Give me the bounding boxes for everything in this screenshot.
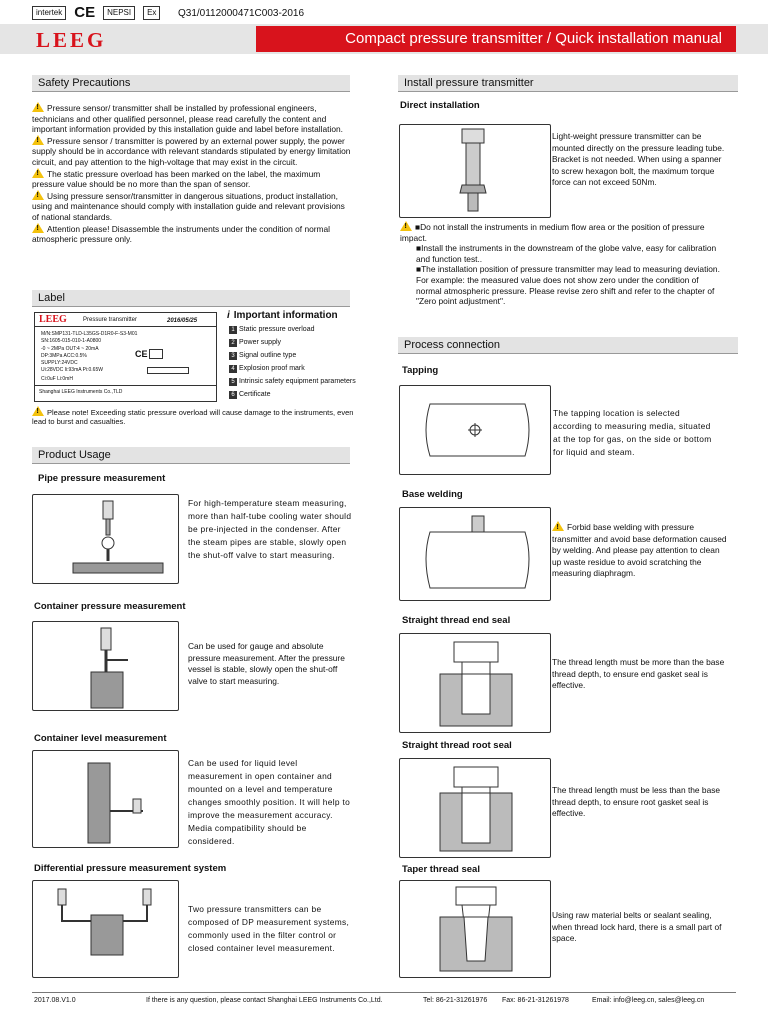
section-header-process: Process connection — [398, 337, 738, 354]
ex-mark: Ex — [143, 6, 160, 20]
warning-icon — [552, 521, 564, 531]
usage-description: Two pressure transmitters can be composed of DP measurement systems, commonly used in the filter control or closed container level measurement. — [188, 904, 350, 953]
differential-pressure-figure — [32, 880, 179, 978]
label-row: Ui:28VDC Ii:93mA Pi:0.65W — [41, 367, 103, 373]
footer-contact: If there is any question, please contact Shanghai LEEG Instruments Co.,Ltd. — [146, 997, 383, 1004]
label-row: -0 ~ 2MPa OUT:4 ~ 20mA — [41, 346, 99, 352]
footer-tel: Tel: 86-21-31261976 — [423, 997, 488, 1004]
intertek-mark: intertek — [32, 6, 66, 20]
install-note: ■Install the instruments in the downstream of the globe valve, easy for calibration and function test.. — [416, 243, 717, 264]
process-title: Straight thread root seal — [402, 740, 512, 751]
product-label-card — [34, 312, 217, 402]
warning-icon — [32, 168, 44, 178]
label-brand: LEEG — [39, 314, 67, 325]
info-item: 2 Power supply — [229, 339, 281, 347]
safety-item: !The static pressure overload has been marked on the label, the maximum pressure value should be no more than the span of sensor. — [32, 168, 352, 190]
label-row: Ci:0uF Li:0mH — [41, 376, 73, 382]
warning-icon — [32, 406, 44, 416]
important-info-title: i Important information — [227, 310, 338, 321]
info-item: 6 Certificate — [229, 391, 271, 399]
info-item: 4 Explosion proof mark — [229, 365, 305, 373]
footer-email[interactable]: Email: info@leeg.cn, sales@leeg.cn — [592, 997, 705, 1004]
label-sn: SN:1605-015-010-1-A0800 — [41, 338, 102, 344]
process-description: The thread length must be less than the base thread depth, to ensure root gasket seal is effective. — [552, 785, 721, 818]
direct-installation-figure — [399, 124, 551, 218]
install-notes — [400, 221, 720, 307]
page-title: Compact pressure transmitter / Quick installation manual — [256, 26, 736, 52]
safety-item: !Pressure sensor/ transmitter shall be installed by professional engineers, technicians and other qualified personnel, please read carefully the content and important information provided by this installation guide and label before installation. — [32, 102, 352, 135]
label-ce-mark: CE — [135, 349, 148, 359]
pipe-measurement-figure — [32, 494, 179, 584]
footer-version: 2017.08.V1.0 — [34, 997, 76, 1004]
info-icon: i — [227, 310, 230, 321]
usage-description: Can be used for liquid level measurement in open container and mounted on a level and temperature changes smoothly position. It will help to improve the measurement accuracy. Media compatibility should be considered. — [188, 758, 351, 846]
safety-item: !Pressure sensor / transmitter is powered by an external power supply, the power supply should be in accordance with relevant standards stipulated by energy limitation circuit, and pay attention to the high-voltage that may exist in the circuit. — [32, 135, 352, 168]
usage-description: Can be used for gauge and absolute pressure measurement. After the pressure vessel is stable, slowly open the shut-off valve to start measuring. — [188, 641, 345, 686]
section-header-label: Label — [32, 290, 350, 307]
direct-installation-title: Direct installation — [400, 100, 480, 111]
overload-note: !Please note! Exceeding static pressure overload will cause damage to the instruments, even lead to burst and casualties. — [32, 406, 354, 426]
end-seal-figure — [399, 633, 551, 733]
info-item: 1 Static pressure overload — [229, 326, 314, 334]
label-ex-mark — [167, 348, 177, 357]
process-description: !Forbid base welding with pressure transmitter and avoid base deformation caused by welding. And please pay attention to clean up waste residue to avoid scratching the measuring diaphragm. — [552, 521, 727, 580]
usage-title: Pipe pressure measurement — [38, 473, 166, 484]
label-product: Pressure transmitter — [83, 317, 138, 323]
warning-icon — [32, 223, 44, 233]
taper-seal-figure — [399, 880, 551, 978]
install-note: ■The installation position of pressure transmitter may lead to measuring deviation. For example: the measured value does not show zero under the condition of normal atmospheric pressure. Please revise zero shift and refer to the chapter of "Zero point adjustment". — [416, 264, 720, 307]
section-header-safety: Safety Precautions — [32, 75, 350, 92]
container-pressure-figure — [32, 621, 179, 711]
nepsi-mark: NEPSI — [103, 6, 135, 20]
safety-list — [32, 102, 352, 245]
label-model: M/N:SMP131-TLD-L35GS-D1R0-F-S3-M01 — [41, 331, 138, 337]
container-level-figure — [32, 750, 179, 848]
label-nepsi-mark — [149, 349, 163, 359]
direct-installation-text: Light-weight pressure transmitter can be mounted directly on the pressure leading tube. Bracket is not needed. When using a spanner to screw hexagon bolt, the maximum torque force can not exceed 50Nm. — [552, 131, 725, 187]
label-cert-field — [147, 367, 189, 374]
process-description: The tapping location is selected according to measuring media, situated at the top for gas, on the side or bottom for liquid and steam. — [553, 408, 712, 457]
document-number: Q31/0112000471C003-2016 — [178, 8, 305, 19]
label-divider — [35, 385, 216, 386]
process-title: Straight thread end seal — [402, 615, 511, 626]
company-logo: LEEG — [36, 28, 107, 52]
install-note: !■Do not install the instruments in medium flow area or the position of pressure impact. — [400, 221, 720, 243]
root-seal-figure — [399, 758, 551, 858]
tapping-figure — [399, 385, 551, 475]
certification-marks — [32, 6, 160, 20]
label-date: 2016/05/25 — [167, 318, 198, 324]
usage-title: Differential pressure measurement system — [34, 863, 227, 874]
warning-icon — [400, 221, 412, 231]
footer-divider — [32, 992, 736, 993]
base-welding-figure — [399, 507, 551, 601]
usage-title: Container level measurement — [34, 733, 167, 744]
footer-fax: Fax: 86-21-31261978 — [502, 997, 569, 1004]
label-divider — [35, 326, 216, 327]
usage-title: Container pressure measurement — [34, 601, 186, 612]
label-row: SUPPLY:24VDC — [41, 360, 78, 366]
process-description: The thread length must be more than the base thread depth, to ensure end gasket seal is effective. — [552, 657, 725, 690]
label-row: DP:3MPa ACC:0.5% — [41, 353, 87, 359]
info-item: 3 Signal outline type — [229, 352, 296, 360]
process-title: Base welding — [402, 489, 463, 500]
safety-item: !Using pressure sensor/transmitter in dangerous situations, product installation, using and maintenance should comply with installation guide and relevant provisions of national standards. — [32, 190, 352, 223]
process-description: Using raw material belts or sealant sealing, when thread lock hard, there is a small part of space. — [552, 910, 722, 943]
process-title: Tapping — [402, 365, 439, 376]
warning-icon — [32, 135, 44, 145]
safety-item: !Attention please! Disassemble the instruments under the condition of normal atmospheric pressure only. — [32, 223, 352, 245]
info-item: 5 Intrinsic safety equipment parameters — [229, 378, 356, 386]
label-company: Shanghai LEEG Instruments Co.,TLD — [39, 389, 123, 395]
process-title: Taper thread seal — [402, 864, 480, 875]
warning-icon — [32, 102, 44, 112]
ce-mark: CE — [74, 4, 96, 21]
section-header-install: Install pressure transmitter — [398, 75, 738, 92]
section-header-usage: Product Usage — [32, 447, 350, 464]
usage-description: For high-temperature steam measuring, more than half-tube cooling water should be pre-injected in the condenser. After the steam pipes are stable, slowly open the shut-off valve to start measuring. — [188, 498, 352, 560]
warning-icon — [32, 190, 44, 200]
